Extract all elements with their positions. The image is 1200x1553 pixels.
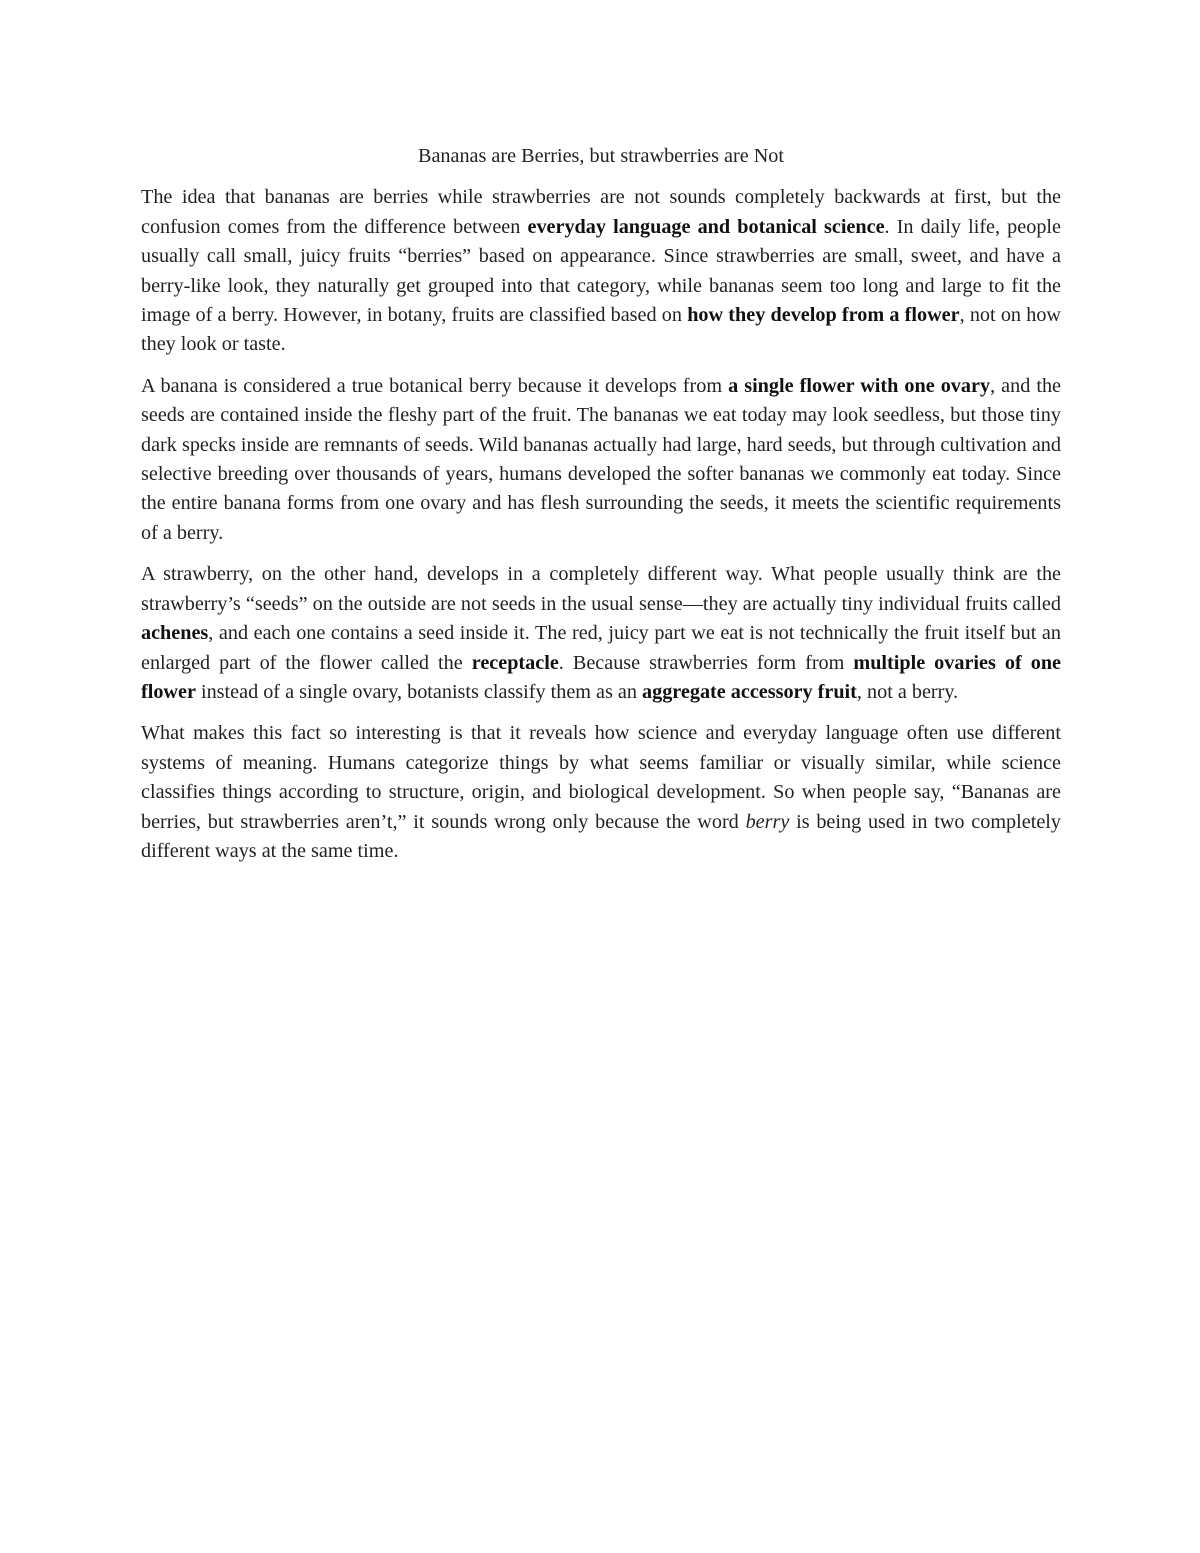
- paragraph-1: [141, 183, 1061, 359]
- paragraph-3: [141, 560, 1061, 707]
- document-body: [141, 142, 1061, 878]
- text-run: What makes this fact so interesting is that it reveals how science and everyday language often use different systems of meaning. Humans categorize things by what seems familiar or visually similar, while science classifies things according to structure, origin, and biological development. So when people say, “Bananas are berries, but strawberries aren’t,” it sounds wrong only because the word: [141, 722, 1061, 833]
- text-run: A banana is considered a true botanical berry because it develops from: [141, 374, 729, 397]
- text-run: , and each one contains a seed inside it. The red, juicy part we eat is not technically the fruit itself but an enlarged part of the flower called the: [141, 622, 1061, 674]
- paragraph-2: [141, 372, 1061, 548]
- bold-emphasis: everyday language and botanical science: [527, 215, 885, 238]
- bold-emphasis: a single flower with one ovary: [728, 374, 991, 397]
- bold-emphasis: multiple ovaries of one flower: [141, 651, 1062, 703]
- bold-emphasis: aggregate accessory fruit: [642, 680, 857, 703]
- text-run: . In daily life, people usually call small, juicy fruits “berries” based on appearance. Since strawberries are small, sweet, and have a berry-like look, they naturally get grouped into that category, while bananas seem too long and large to fit the image of a berry. However, in botany, fruits are classified based on: [141, 215, 1061, 327]
- document-title: Bananas are Berries, but strawberries are Not: [417, 145, 785, 167]
- bold-emphasis: achenes: [141, 622, 209, 645]
- text-run: , not a berry.: [856, 680, 959, 703]
- text-run: A strawberry, on the other hand, develops in a completely different way. What people usually think are the strawberry’s “seeds” on the outside are not seeds in the usual sense—they are actually tiny individual fruits called: [141, 563, 1061, 615]
- bold-emphasis: receptacle: [471, 651, 559, 674]
- text-run: The idea that bananas are berries while strawberries are not sounds completely backwards at first, but the confusion comes from the difference between: [141, 186, 1061, 238]
- text-run: . Because strawberries form from: [558, 651, 854, 674]
- italic-emphasis: berry: [745, 810, 790, 833]
- paragraph-4: [141, 719, 1061, 866]
- text-run: , and the seeds are contained inside the fleshy part of the fruit. The bananas we eat today may look seedless, but those tiny dark specks inside are remnants of seeds. Wild bananas actually had large, hard seeds, but through cultivation and selective breeding over thousands of years, humans developed the softer bananas we commonly eat today. Since the entire banana forms from one ovary and has flesh surrounding the seeds, it meets the scientific requirements of a berry.: [141, 374, 1062, 544]
- text-run: is being used in two completely different ways at the same time.: [141, 810, 1061, 862]
- text-run: , not on how they look or taste.: [141, 304, 1062, 356]
- bold-emphasis: how they develop from a flower: [687, 304, 960, 327]
- text-run: instead of a single ovary, botanists classify them as an: [195, 680, 643, 703]
